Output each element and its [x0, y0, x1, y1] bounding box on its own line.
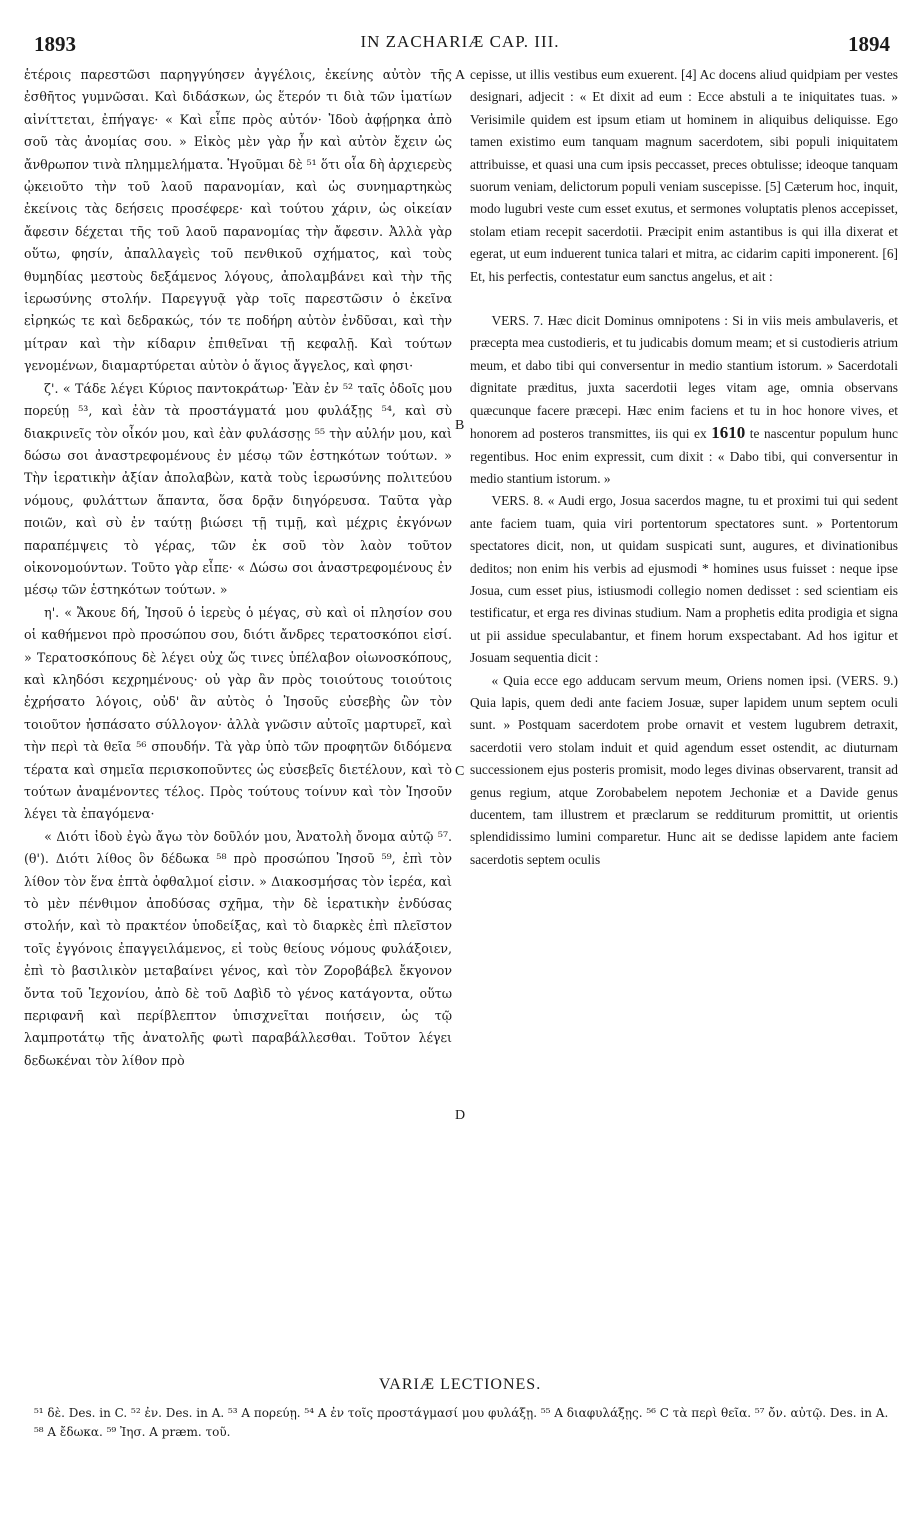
- latin-column: [470, 64, 898, 871]
- latin-text: VERS. 7. Hæc dicit Dominus omnipotens : Si in viis meis ambulaveris, et præcepta mea custodieris, et tu judicabis domum meam; et si custodieris atrium meum, et dabo tibi qui conversentur in medio stantium istorum. » Sacerdotali dignitate præditus, juxta sacerdotii leges vitam age, omnia observans quæcunque facere præcepi. Hæc enim faciens et tu in hoc honore vives, et honorem ad posteros transmittes, iis qui ex: [470, 313, 898, 442]
- latin-text: te nascentur populum hunc regentibus. Hoc enim expressit, cum dixit : « Dabo tibi, qui conversentur in medio stantium istorum. »: [470, 426, 898, 486]
- greek-paragraph: η'. « Ἄκουε δή, Ἰησοῦ ὁ ἱερεὺς ὁ μέγας, σὺ καὶ οἱ πλησίον σου οἱ καθήμενοι πρὸ προσώπου σου, διότι ἄνδρες τερατοσκόποι εἰσί. » Τερατοσκόπους δὲ λέγει οὐχ ὥς τινες ὑπέλαβον οἰωνοσκόπους, καὶ κληδόσι κεχρημένους· οὐ γὰρ ἂν πρὸς τοιούτους τοιούτοις ἐχρήσατο λόγοις, οὐδ' ἂν αὐτὸς ὁ Ἰησοῦς εὐσεβὴς ὢν τὸν τοιοῦτον ἠσπάσατο σύλλογον· ἀλλὰ γνῶσιν αὐτοῖς μαρτυρεῖ, καὶ τὴν περὶ τὰ θεῖα ⁵⁶ σπουδήν. Τὰ γὰρ ὑπὸ τῶν προφητῶν διδόμενα τέρατα καὶ σημεῖα περισκοποῦντες ὡς εὐσεβεῖς διετέλουν, καὶ τὸ τούτων ἀναμένοντες τέλος. Πρὸς τούτους τοίνυν καὶ τὸν Ἰησοῦν λέγει τὰ ἐπαγόμενα·: [24, 604, 452, 822]
- variae-lectiones-title: VARIÆ LECTIONES.: [378, 1376, 542, 1393]
- greek-paragraph: ἑτέροις παρεστῶσι παρηγγύησεν ἀγγέλοις, ἐκείνης αὐτὸν τῆς ἐσθῆτος γυμνῶσαι. Καὶ διδάσκων, ὡς ἕτερόν τι διὰ τῶν ἱματίων αἰνίττεται, ἐπήγαγε· « Καὶ εἶπε πρὸς αὐτόν· Ἰδοὺ ἀφῄρηκα ἀπὸ σοῦ τὰς ἀνομίας σου. » Εἰκὸς μὲν γὰρ ἦν καὶ αὐτὸν ἔχειν ὡς ἄνθρωπον τινὰ πλημμελήματα. Ἡγοῦμαι δὲ ⁵¹ ὅτι οἷα δὴ ἀρχιερεὺς ᾠκειοῦτο τὴν τοῦ λαοῦ παρανομίαν, καὶ ὡς συνημαρτηκὼς ἐκείνοις τὰς δεήσεις προσέφερε· καὶ τούτου χάριν, ὡς οἰκείαν ἄφεσιν δέχεται τῆς τοῦ λαοῦ παρανομίας τὴν ἄφεσιν. Ἀλλὰ γὰρ οὕτω, φησίν, ἀπαλλαγεὶς τοῦ πενθικοῦ σχήματος, καὶ τοὺς θυμηδίας μεστοὺς δεξάμενος λόγους, ἀπολαμβάνει καὶ τὴν τῆς ἱερωσύνης στολήν. Παρεγγυᾷ γὰρ τοῖς παρεστῶσιν ὁ ἐκεῖνα εἰρηκώς τε καὶ δεδρακώς, τόν τε ποδήρη αὐτὸν ἐνδῦσαι, καὶ τὴν μίτραν καὶ τὴν κίδαριν ἐπιθεῖναι τῇ κεφαλῇ. Καὶ τούτων γενομένων, διαμαρτύρεται αὐτὸν ὁ ἅγιος ἄγγελος, καὶ φησι·: [24, 67, 453, 374]
- latin-paragraph: [470, 310, 898, 490]
- column-number: 1610: [711, 423, 746, 443]
- margin-letter-d: D: [455, 1108, 466, 1123]
- greek-column: [24, 64, 452, 1072]
- greek-paragraph: « Διότι ἰδοὺ ἐγὼ ἄγω τὸν δοῦλόν μου, Ἀνατολὴ ὄνομα αὐτῷ ⁵⁷. (θ'). Διότι λίθος ὃν δέδωκα ⁵⁸ πρὸ προσώπου Ἰησοῦ ⁵⁹, ἐπὶ τὸν λίθον τὸν ἕνα ἑπτὰ ὀφθαλμοί εἰσιν. » Διακοσμήσας τὸν ἱερέα, καὶ τὸ μὲν πένθιμον ἀποδύσας σχῆμα, τὴν δὲ ἱερατικὴν ἐνδύσας στολήν, καὶ τὸ πρακτέον ὑποδείξας, καὶ τὸ διαρκὲς ἐπὶ πλεῖστον τοῖς ἐγγόνοις ἐπαγγειλάμενος, εἰ τοὺς θείους νόμους φυλάξοιεν, ἐπὶ τὸ βασιλικὸν μεταβαίνει γένος, καὶ τὸν Ζοροβάβελ ἔκγονον ὄντα τοῦ Ἰεχονίου, ἀπὸ δὲ τοῦ Δαβὶδ τὸ γένος κατάγοντα, οὕτω περιφανῆ καὶ περίβλεπτον ὑπισχνεῖται ποιήσειν, ὡς τῷ λαμπροτάτῳ τῆς ἀνατολῆς φωτὶ παραβάλλεσθαι. Τοῦτον λέγει δεδωκέναι τὸν λίθον πρὸ: [24, 828, 452, 1068]
- latin-paragraph: VERS. 8. « Audi ergo, Josua sacerdos magne, tu et proximi tui qui sedent ante faciem tuam, quia viri portentorum spectatores sunt. » Portentorum spectatores dicit, non, ut quidam suspicati sunt, augures, et divinationibus deditos; non enim his verbis ad ejusmodi * homines usus fuisset : neque ipse Josua, cum esset pius, istiusmodi collegio nomen dedisset : sed scientiam eis testificatur, et erga res divinas studium. Nam a prophetis edita prodigia et signa ut pii assidue speculabantur, et finem horum exspectabant. Ad hos igitur et Josuam sequentia dicit :: [470, 493, 898, 666]
- running-title: IN ZACHARIÆ CAP. III.: [360, 32, 560, 51]
- left-page-number: 1893: [34, 32, 76, 56]
- margin-letter-a: A: [455, 68, 466, 83]
- latin-paragraph: cepisse, ut illis vestibus eum exuerent. [4] Ac docens aliud quidpiam per vestes designari, adjecit : « Et dixit ad eum : Ecce abstuli a te iniquitates tuas. » Verisimile quidem est ipsum etiam ut hominem in aliquibus deliquisse. Ego tamen existimo eum tanquam magnum sacerdotem, sibi populi iniquitatem attribuisse, et quasi una cum ipsis peccasset, preces obtulisse; ideoque tanquam suorum veniam, delictorum populi veniam suscepisse. [5] Cæterum hoc, inquit, modo lugubri veste cum esset exutus, et sermones voluptatis plenos accepisset, stolam etiam recepit sacerdotii. Præcipit enim astantibus is qui illa dixerat et egerat, ut eum induerent tunica talari et mitra, ac cidarim capiti imponerent. [6] Et, his perfectis, contestatur eum sanctus angelus, et ait :: [470, 67, 898, 284]
- margin-letter-b: B: [455, 418, 465, 433]
- greek-paragraph: ζ'. « Τάδε λέγει Κύριος παντοκράτωρ· Ἐὰν ἐν ⁵² ταῖς ὁδοῖς μου πορεύῃ ⁵³, καὶ ἐὰν τὰ προστάγματά μου φυλάξῃς ⁵⁴, καὶ σὺ διακρινεῖς τὸν οἶκόν μου, καὶ ἐὰν φυλάσσῃς ⁵⁵ τὴν αὐλήν μου, καὶ δώσω σοι ἀναστρεφομένους ἐν μέσῳ τῶν ἑστηκότων τούτων. » Τὴν ἱερατικὴν ἀξίαν ἀπολαβὼν, κατὰ τοὺς ἱερωσύνης πολιτεύου νόμους, φυλάττων ἅπαντα, ὅσα δρᾷν διηγόρευσα. Ταῦτα γὰρ ποιῶν, καὶ σὺ ἐν ταύτῃ βιώσει τῇ τιμῇ, καὶ μέχρις ἐκγόνων παραπέμψεις τὸ γέρας, τῶν ἐκ σοῦ τὸν λαὸν τοῦτον οἰκονομούντων. Τοῦτο γὰρ εἶπε· « Δώσω σοι ἀναστρεφομένους ἐν μέσῳ τῶν ἑστηκότων τούτων. »: [24, 380, 452, 598]
- variae-lectiones-text: ⁵¹ δὲ. Des. in C. ⁵² ἐν. Des. in A. ⁵³ A πορεύῃ. ⁵⁴ A ἐν τοῖς προστάγμασί μου φυλάξῃ. ⁵⁵ A διαφυλάξῃς. ⁵⁶ C τὰ περὶ θεῖα. ⁵⁷ ὄν. αὐτῷ. Des. in A. ⁵⁸ A ἔδωκα. ⁵⁹ Ἰησ. A præm. τοῦ.: [34, 1406, 889, 1439]
- latin-paragraph: « Quia ecce ego adducam servum meum, Oriens nomen ipsi. (VERS. 9.) Quia lapis, quem dedi ante faciem Josuæ, super lapidem unum septem oculi sunt. » Postquam sacerdotem probe ornavit et vestem lugubrem detraxit, sacerdotii vero stolam induit et quid agendum esset ostendit, ac diuturnam successionem ejus posteris promisit, modo leges divinas observarent, transit ad genus regium, atque Zorobabelem nepotem Jechoniæ et a Davide genus ducentem, tam illustrem et præclarum se redditurum promittit, ut orientis splendidissimo lumini comparetur. Hunc ait se dedisse lapidem ante faciem sacerdotis septem oculis: [470, 672, 898, 867]
- margin-letter-c: C: [455, 764, 465, 779]
- right-page-number: 1894: [848, 32, 890, 56]
